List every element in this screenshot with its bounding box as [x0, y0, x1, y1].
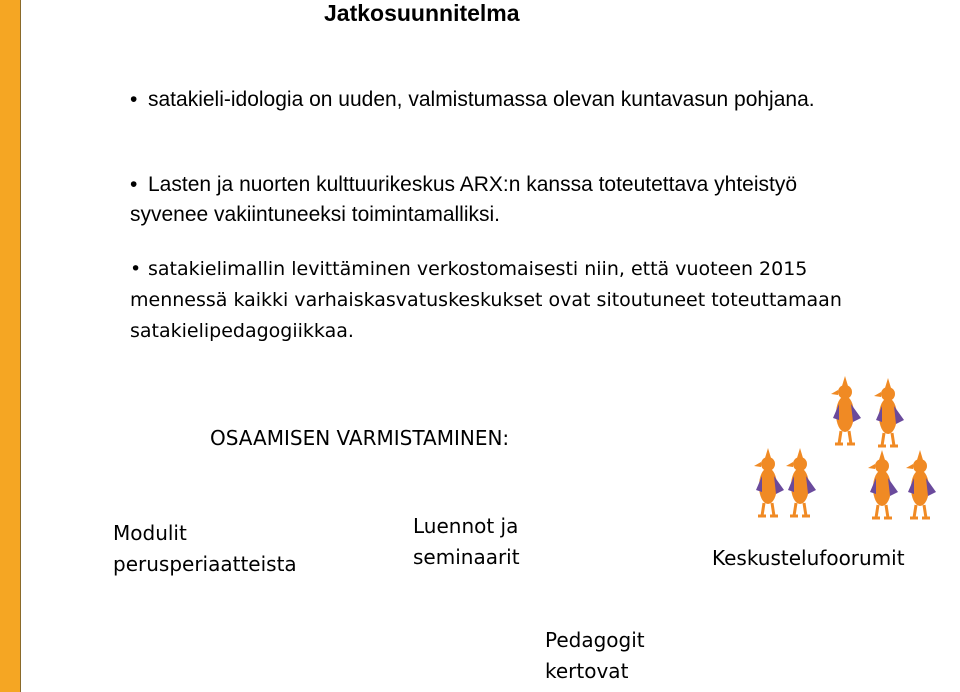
bullet-text-2: Lasten ja nuorten kulttuurikeskus ARX:n kanssa toteutettava yhteistyö syvenee vakiintuneeksi toimintamalliksi. — [130, 173, 798, 226]
bird-icon — [868, 450, 898, 518]
nightingale-birds-icon — [730, 368, 960, 528]
bird-icon — [906, 450, 936, 518]
bullet-dot: • — [130, 173, 138, 196]
bird-icon — [831, 376, 861, 444]
section-heading: OSAAMISEN VARMISTAMINEN: — [210, 426, 510, 450]
bullet-item-3 — [130, 254, 890, 347]
bird-icon — [874, 378, 904, 446]
bird-icon — [754, 448, 784, 516]
bullet-item-1 — [130, 85, 890, 115]
sidebar-accent-bar — [0, 0, 21, 692]
bullet-text-1: satakieli-idologia on uuden, valmistumassa olevan kuntavasun pohjana. — [148, 88, 815, 111]
item-keskustelufoorumit: Keskustelufoorumit — [712, 546, 905, 570]
bullet-dot: • — [130, 88, 138, 111]
item-luennot: Luennot ja seminaarit — [413, 514, 520, 569]
bullet-dot: • — [130, 258, 142, 280]
bird-icon — [786, 448, 816, 516]
page-title: Jatkosuunnitelma — [324, 0, 520, 26]
item-modulit: Modulit perusperiaatteista — [113, 521, 297, 576]
bullet-text-3: satakielimallin levittäminen verkostomaisesti niin, että vuoteen 2015 mennessä kaikki varhaiskasvatuskeskukset ovat sitoutuneet toteuttamaan satakielipedagogiikkaa. — [130, 258, 842, 342]
item-pedagogit: Pedagogit kertovat — [545, 628, 645, 683]
bullet-item-2 — [130, 170, 870, 230]
